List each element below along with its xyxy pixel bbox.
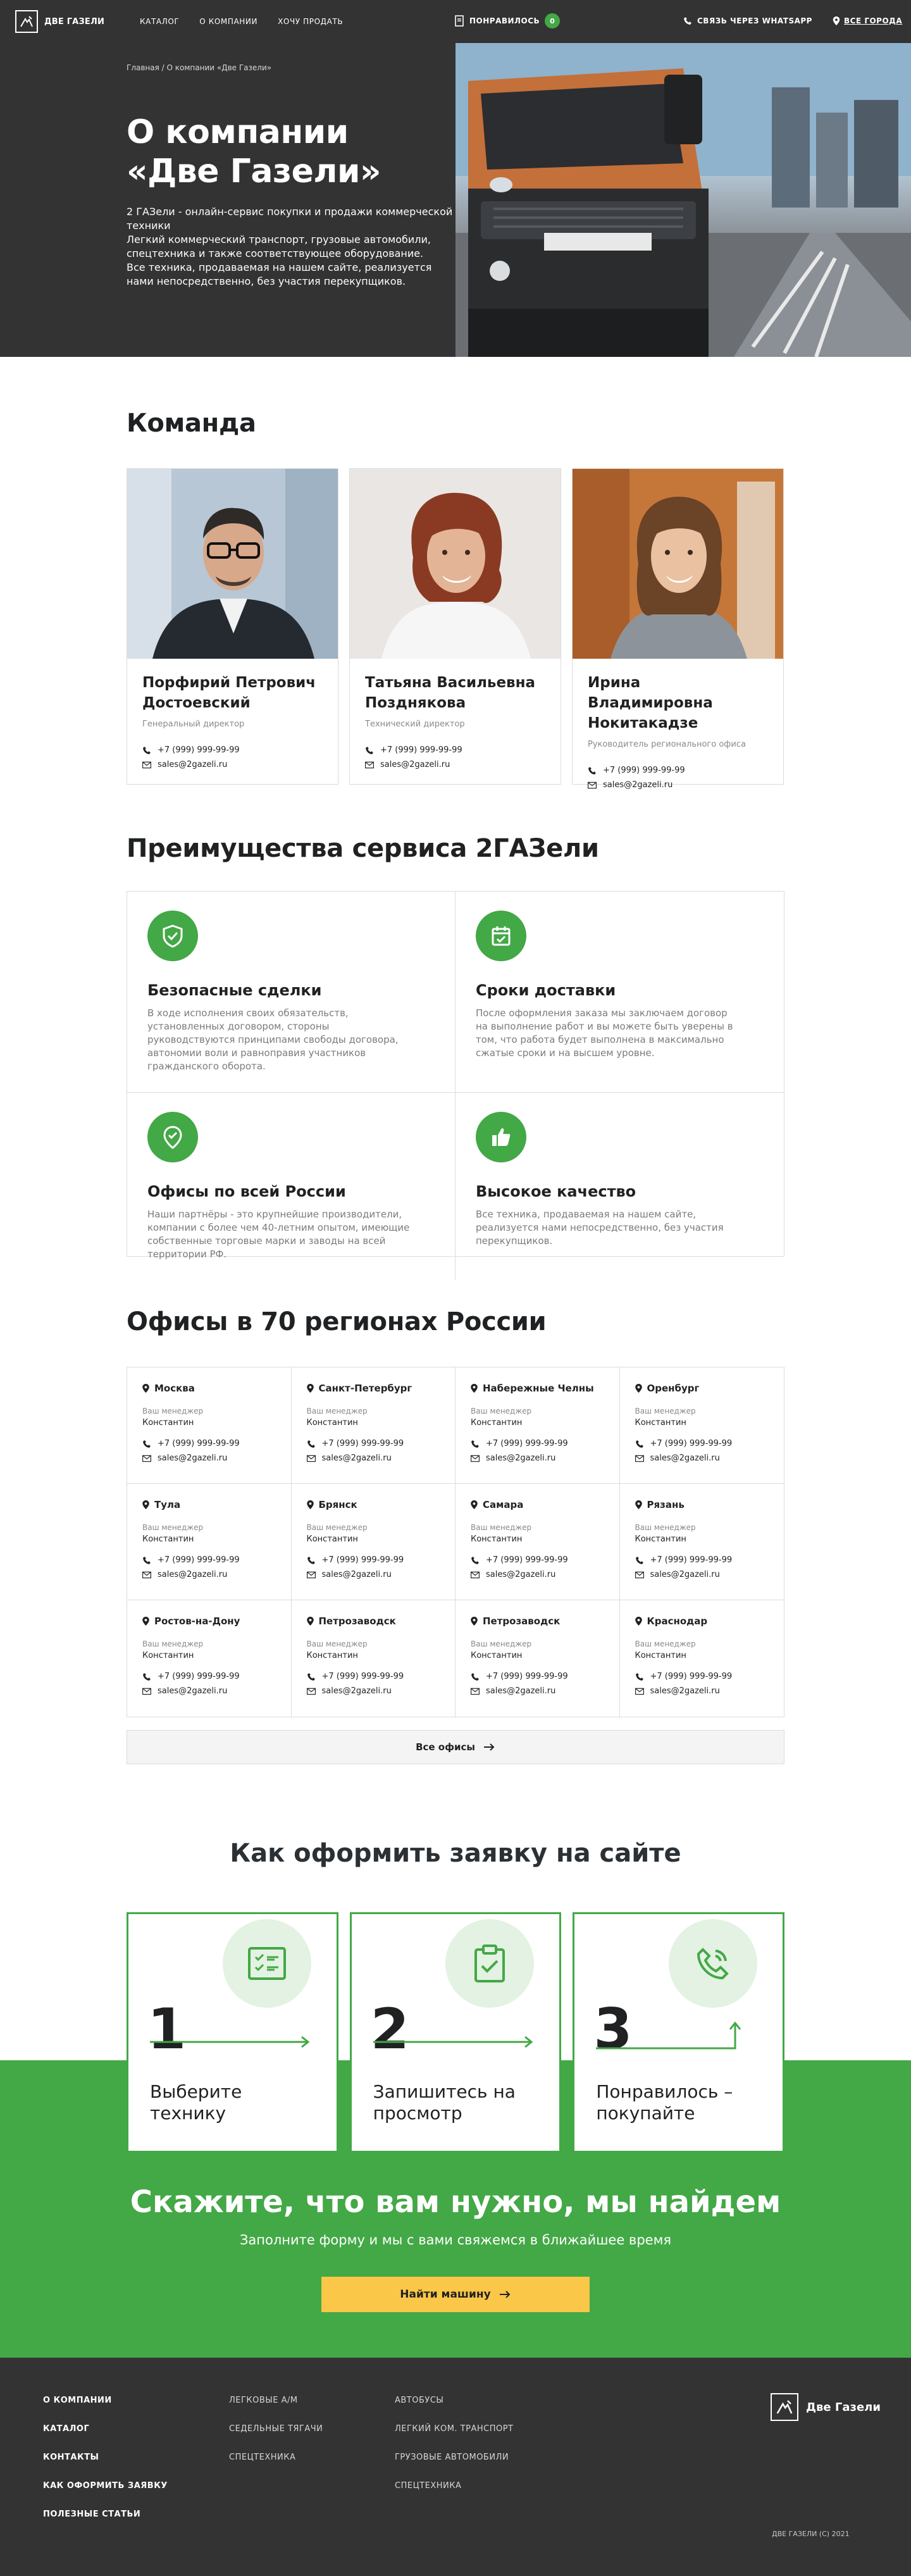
step-card — [350, 1912, 562, 2153]
footer-link-about[interactable]: О КОМПАНИИ — [43, 2396, 112, 2405]
footer — [0, 2358, 911, 2576]
office-email[interactable] — [307, 1570, 440, 1579]
cta-subtitle: Заполните форму и мы с вами свяжемся в ближайшее время — [239, 2232, 672, 2248]
mail-icon — [471, 1455, 480, 1462]
city-label: ВСЕ ГОРОДА — [844, 16, 903, 25]
advantage-text: В ходе исполнения своих обязательств, установленных договором, стороны руководствуются принципами свободы договора, автономии воли и равноправия участников гражданского оборота. — [147, 1007, 399, 1072]
office-city — [142, 1383, 276, 1394]
advantages-grid — [127, 891, 784, 1260]
top-navbar — [0, 0, 911, 43]
step-text: Выберите технику — [150, 2081, 242, 2124]
step-number: 1 — [147, 1996, 187, 2062]
step-card — [573, 1912, 784, 2153]
phone-icon — [142, 746, 151, 755]
office-city-name: Петрозаводск — [483, 1615, 561, 1627]
advantage-item — [127, 892, 456, 1093]
member-email-text: sales@2gazeli.ru — [158, 760, 228, 769]
office-city-name: Москва — [154, 1383, 195, 1394]
clipboard-check-icon — [445, 1919, 534, 2008]
copyright: ДВЕ ГАЗЕЛИ (С) 2021 — [772, 2530, 850, 2538]
step-text: Понравилось – покупайте — [596, 2081, 733, 2124]
office-card — [292, 1367, 456, 1484]
office-manager-name: Константин — [635, 1651, 686, 1660]
location-pin-icon — [307, 1617, 314, 1626]
office-manager-name: Константин — [471, 1651, 523, 1660]
mail-icon — [365, 761, 374, 769]
arrow-right-icon — [150, 2034, 312, 2050]
footer-link-special-2[interactable]: СПЕЦТЕХНИКА — [395, 2481, 462, 2491]
office-city-name: Санкт-Петербург — [318, 1383, 412, 1394]
phone-icon — [365, 746, 374, 755]
step-text: Запишитесь на просмотр — [373, 2081, 516, 2124]
hero-description: 2 ГАЗели - онлайн-сервис покупки и продажи коммерческой техники Легкий коммерческий транспорт, грузовые автомобили, спецтехника и также соответствующее оборудование. Все техника, продаваемая на нашем сайте, реализуется нами непосредственно, без участия перекупщиков. — [127, 206, 453, 287]
office-manager-label: Ваш менеджер — [635, 1640, 696, 1648]
office-card — [127, 1367, 292, 1484]
office-city-name: Брянск — [318, 1499, 357, 1510]
member-email-text: sales@2gazeli.ru — [380, 760, 450, 769]
footer-link-how-to[interactable]: КАК ОФОРМИТЬ ЗАЯВКУ — [43, 2481, 168, 2491]
office-email[interactable] — [307, 1453, 440, 1463]
office-phone[interactable] — [307, 1672, 440, 1681]
member-phone-text: +7 (999) 999-99-99 — [603, 766, 685, 775]
mail-icon — [588, 781, 597, 789]
office-manager-name: Константин — [142, 1651, 194, 1660]
whatsapp-link[interactable] — [683, 16, 812, 25]
office-city — [307, 1499, 440, 1510]
office-phone-text: +7 (999) 999-99-99 — [321, 1672, 404, 1681]
brand-name: ДВЕ ГАЗЕЛИ — [44, 16, 105, 27]
calendar-check-icon — [476, 911, 526, 961]
office-manager-label: Ваш менеджер — [471, 1523, 532, 1532]
advantage-text: Все техника, продаваемая на нашем сайте, реализуется нами непосредственно, без участия перекупщиков. — [476, 1209, 724, 1247]
team-card-body — [127, 659, 338, 783]
page-title-line1: О компании — [127, 113, 349, 151]
office-card — [620, 1484, 784, 1600]
office-city-name: Набережные Челны — [483, 1383, 594, 1394]
office-email[interactable] — [471, 1570, 604, 1579]
mail-icon — [307, 1571, 316, 1579]
member-phone[interactable] — [365, 745, 545, 755]
office-email-text: sales@2gazeli.ru — [321, 1570, 392, 1579]
all-offices-label: Все офисы — [416, 1741, 475, 1753]
office-phone-text: +7 (999) 999-99-99 — [158, 1672, 240, 1681]
phone-icon — [307, 1440, 316, 1448]
office-email[interactable] — [142, 1686, 276, 1696]
office-card — [292, 1600, 456, 1717]
nav-item-sell[interactable]: ХОЧУ ПРОДАТЬ — [278, 17, 344, 26]
office-email-text: sales@2gazeli.ru — [158, 1686, 228, 1696]
phone-call-icon — [669, 1919, 757, 2008]
main-nav — [140, 17, 343, 26]
footer-link-cars[interactable]: ЛЕГКОВЫЕ А/М — [229, 2396, 298, 2405]
office-city — [635, 1499, 769, 1510]
mail-icon — [142, 761, 151, 769]
member-phone[interactable] — [588, 766, 768, 775]
thumbs-up-icon — [476, 1112, 526, 1162]
mail-icon — [471, 1571, 480, 1579]
office-manager-name: Константин — [471, 1534, 523, 1544]
team-photo — [573, 469, 783, 659]
advantage-item — [127, 1093, 456, 1280]
team-card — [127, 468, 338, 785]
office-email-text: sales@2gazeli.ru — [486, 1453, 556, 1463]
mail-icon — [635, 1455, 644, 1462]
office-email-text: sales@2gazeli.ru — [650, 1570, 720, 1579]
office-card — [127, 1484, 292, 1600]
office-city — [471, 1615, 604, 1627]
footer-link-catalog[interactable]: КАТАЛОГ — [43, 2424, 90, 2434]
mail-icon — [635, 1571, 644, 1579]
advantage-text: После оформления заказа мы заключаем договор на выполнение работ и вы можете быть уверены в том, что работа будет выполнена в максимально сжатые сроки и на высшем уровне. — [476, 1007, 733, 1059]
office-phone-text: +7 (999) 999-99-99 — [486, 1555, 568, 1565]
team-card-body — [350, 659, 561, 783]
office-email-text: sales@2gazeli.ru — [321, 1453, 392, 1463]
arrow-right-icon — [373, 2034, 535, 2050]
advantage-title: Офисы по всей России — [147, 1183, 346, 1200]
office-phone-text: +7 (999) 999-99-99 — [486, 1439, 568, 1448]
member-name: Татьяна Васильевна Позднякова — [365, 675, 536, 711]
team-card-body — [573, 659, 783, 804]
office-manager-name: Константин — [635, 1534, 686, 1544]
location-pin-icon — [142, 1617, 149, 1626]
hero-section — [0, 43, 911, 357]
office-email[interactable] — [307, 1686, 440, 1696]
form-icon — [223, 1919, 311, 2008]
offices-grid — [127, 1367, 784, 1717]
mail-icon — [307, 1688, 316, 1695]
member-email-text: sales@2gazeli.ru — [603, 780, 673, 790]
team-photo — [350, 469, 561, 659]
location-pin-icon — [635, 1617, 642, 1626]
phone-icon — [142, 1672, 151, 1681]
hero-content — [127, 63, 456, 289]
phone-icon — [683, 16, 692, 25]
team-card — [349, 468, 561, 785]
arrow-up-icon — [596, 2020, 741, 2051]
mail-icon — [635, 1688, 644, 1695]
office-phone[interactable] — [471, 1672, 604, 1681]
footer-link-special[interactable]: СПЕЦТЕХНИКА — [229, 2453, 296, 2462]
member-name: Ирина Владимировна Нокитакадзе — [588, 675, 713, 731]
office-card — [292, 1484, 456, 1600]
footer-category-links-1 — [229, 2396, 323, 2462]
office-manager-label: Ваш менеджер — [471, 1407, 532, 1416]
office-email[interactable] — [142, 1453, 276, 1463]
office-email-text: sales@2gazeli.ru — [486, 1686, 556, 1696]
hero-van-image — [456, 43, 911, 357]
office-phone-text: +7 (999) 999-99-99 — [650, 1555, 733, 1565]
office-city-name: Тула — [154, 1499, 181, 1510]
office-city-name: Рязань — [647, 1499, 685, 1510]
offices-title: Офисы в 70 регионах России — [127, 1307, 547, 1336]
office-city-name: Краснодар — [647, 1615, 708, 1627]
location-pin-icon — [142, 1500, 149, 1509]
phone-icon — [588, 766, 597, 775]
office-email-text: sales@2gazeli.ru — [486, 1570, 556, 1579]
office-city-name: Ростов-на-Дону — [154, 1615, 240, 1627]
phone-icon — [142, 1556, 151, 1565]
footer-link-light-commercial[interactable]: ЛЕГКИЙ КОМ. ТРАНСПОРТ — [395, 2424, 514, 2434]
page-title — [127, 113, 456, 191]
office-phone-text: +7 (999) 999-99-99 — [650, 1439, 733, 1448]
location-pin-icon — [471, 1617, 478, 1626]
advantages-title: Преимущества сервиса 2ГАЗели — [127, 834, 599, 863]
office-manager-name: Константин — [306, 1534, 358, 1544]
office-phone[interactable] — [635, 1672, 769, 1681]
office-manager-name: Константин — [306, 1418, 358, 1428]
office-phone[interactable] — [307, 1439, 440, 1448]
whatsapp-label: СВЯЗЬ ЧЕРЕЗ WHATSAPP — [697, 16, 812, 25]
location-pin-icon — [635, 1500, 642, 1509]
office-email[interactable] — [471, 1686, 604, 1696]
office-phone-text: +7 (999) 999-99-99 — [650, 1672, 733, 1681]
member-email[interactable] — [365, 760, 545, 769]
member-name: Порфирий Петрович Достоевский — [142, 675, 316, 711]
member-phone-text: +7 (999) 999-99-99 — [380, 745, 462, 755]
shield-check-icon — [147, 911, 198, 961]
location-pin-icon — [307, 1384, 314, 1393]
footer-link-tractors[interactable]: СЕДЕЛЬНЫЕ ТЯГАЧИ — [229, 2424, 323, 2434]
member-phone-text: +7 (999) 999-99-99 — [158, 745, 240, 755]
mail-icon — [142, 1571, 151, 1579]
location-pin-icon — [142, 1384, 149, 1393]
footer-main-links — [43, 2396, 168, 2519]
office-phone[interactable] — [142, 1672, 276, 1681]
office-email-text: sales@2gazeli.ru — [158, 1570, 228, 1579]
office-manager-label: Ваш менеджер — [306, 1407, 368, 1416]
office-city — [635, 1383, 769, 1394]
phone-icon — [142, 1440, 151, 1448]
how-to-title: Как оформить заявку на сайте — [230, 1839, 681, 1868]
office-email-text: sales@2gazeli.ru — [650, 1453, 720, 1463]
step-number: 3 — [593, 1996, 633, 2062]
member-email[interactable] — [588, 780, 768, 790]
phone-icon — [471, 1440, 480, 1448]
office-phone[interactable] — [635, 1439, 769, 1448]
office-email[interactable] — [635, 1570, 769, 1579]
office-phone[interactable] — [635, 1555, 769, 1565]
team-card — [572, 468, 784, 790]
footer-link-trucks[interactable]: ГРУЗОВЫЕ АВТОМОБИЛИ — [395, 2453, 509, 2462]
footer-link-buses[interactable]: АВТОБУСЫ — [395, 2396, 444, 2405]
footer-logo[interactable] — [771, 2393, 881, 2421]
mail-icon — [471, 1688, 480, 1695]
mail-icon — [307, 1455, 316, 1462]
member-role: Генеральный директор — [142, 719, 245, 729]
step-number: 2 — [370, 1996, 409, 2062]
advantage-item — [456, 892, 784, 1093]
office-manager-name: Константин — [306, 1651, 358, 1660]
phone-icon — [635, 1440, 644, 1448]
office-phone-text: +7 (999) 999-99-99 — [321, 1555, 404, 1565]
office-email[interactable] — [471, 1453, 604, 1463]
phone-icon — [471, 1672, 480, 1681]
office-city — [635, 1615, 769, 1627]
team-title: Команда — [127, 409, 256, 438]
steps-list — [127, 1912, 784, 2153]
office-manager-label: Ваш менеджер — [635, 1407, 696, 1416]
member-role: Руководитель регионального офиса — [588, 740, 746, 749]
favorites-count-badge: 0 — [545, 13, 560, 28]
cta-title: Скажите, что вам нужно, мы найдем — [130, 2184, 781, 2220]
phone-icon — [635, 1556, 644, 1565]
team-photo — [127, 469, 338, 659]
office-phone[interactable] — [142, 1555, 276, 1565]
office-manager-name: Константин — [142, 1534, 194, 1544]
advantage-title: Безопасные сделки — [147, 981, 322, 999]
office-manager-label: Ваш менеджер — [471, 1640, 532, 1648]
office-email[interactable] — [142, 1570, 276, 1579]
office-email-text: sales@2gazeli.ru — [650, 1686, 720, 1696]
office-phone-text: +7 (999) 999-99-99 — [486, 1672, 568, 1681]
favorites-link[interactable] — [454, 13, 560, 28]
breadcrumb[interactable]: Главная / О компании «Две Газели» — [127, 63, 272, 72]
office-email-text: sales@2gazeli.ru — [321, 1686, 392, 1696]
office-phone[interactable] — [307, 1555, 440, 1565]
find-car-button[interactable] — [321, 2277, 590, 2312]
office-card — [127, 1600, 292, 1717]
find-car-label: Найти машину — [400, 2288, 491, 2301]
office-card — [620, 1600, 784, 1717]
office-email[interactable] — [635, 1453, 769, 1463]
office-phone-text: +7 (999) 999-99-99 — [158, 1439, 240, 1448]
member-email[interactable] — [142, 760, 323, 769]
location-pin-icon — [833, 16, 840, 25]
office-manager-name: Константин — [142, 1418, 194, 1428]
office-city-name: Самара — [483, 1499, 524, 1510]
office-phone[interactable] — [471, 1555, 604, 1565]
arrow-right-icon — [484, 1743, 495, 1752]
brand-logo[interactable] — [15, 10, 104, 33]
office-card — [620, 1367, 784, 1484]
office-city — [142, 1499, 276, 1510]
phone-icon — [471, 1556, 480, 1565]
footer-link-contacts[interactable]: КОНТАКТЫ — [43, 2453, 99, 2462]
location-pin-icon — [471, 1500, 478, 1509]
logo-icon — [15, 10, 38, 33]
office-email[interactable] — [635, 1686, 769, 1696]
advantage-title: Высокое качество — [476, 1183, 636, 1200]
location-pin-icon — [307, 1500, 314, 1509]
office-city-name: Петрозаводск — [318, 1615, 396, 1627]
member-role: Технический директор — [365, 719, 465, 729]
arrow-right-icon — [500, 2290, 511, 2299]
nav-item-about[interactable]: О КОМПАНИИ — [199, 17, 258, 26]
phone-icon — [307, 1556, 316, 1565]
logo-icon — [771, 2393, 798, 2421]
city-selector[interactable] — [833, 16, 902, 25]
office-city — [142, 1615, 276, 1627]
office-phone[interactable] — [471, 1439, 604, 1448]
office-city — [471, 1499, 604, 1510]
nav-item-catalog[interactable]: КАТАЛОГ — [140, 17, 180, 26]
footer-brand-name: Две Газели — [806, 2400, 881, 2414]
office-manager-name: Константин — [471, 1418, 523, 1428]
office-manager-label: Ваш менеджер — [142, 1523, 204, 1532]
location-pin-icon — [471, 1384, 478, 1393]
phone-icon — [307, 1672, 316, 1681]
footer-link-articles[interactable]: ПОЛЕЗНЫЕ СТАТЬИ — [43, 2510, 141, 2519]
advantage-text: Наши партнёры - это крупнейшие производители, компании с более чем 40-летним опытом, имеющие собственные торговые марки и заводы на всей территории РФ. — [147, 1209, 410, 1260]
office-manager-label: Ваш менеджер — [142, 1640, 204, 1648]
step-card — [127, 1912, 338, 2153]
office-manager-label: Ваш менеджер — [142, 1407, 204, 1416]
office-card — [456, 1600, 620, 1717]
favorites-label: ПОНРАВИЛОСЬ — [469, 16, 540, 25]
phone-icon — [635, 1672, 644, 1681]
advantage-title: Сроки доставки — [476, 981, 616, 999]
office-phone-text: +7 (999) 999-99-99 — [321, 1439, 404, 1448]
advantage-item — [456, 1093, 784, 1280]
mail-icon — [142, 1688, 151, 1695]
office-city-name: Оренбург — [647, 1383, 700, 1394]
office-city — [471, 1383, 604, 1394]
mail-icon — [142, 1455, 151, 1462]
office-manager-name: Константин — [635, 1418, 686, 1428]
location-pin-icon — [635, 1384, 642, 1393]
office-email-text: sales@2gazeli.ru — [158, 1453, 228, 1463]
office-phone-text: +7 (999) 999-99-99 — [158, 1555, 240, 1565]
office-phone[interactable] — [142, 1439, 276, 1448]
office-city — [307, 1615, 440, 1627]
bookmark-icon — [454, 15, 464, 27]
office-card — [456, 1484, 620, 1600]
page-title-line2: «Две Газели» — [127, 152, 381, 190]
footer-category-links-2 — [395, 2396, 514, 2491]
team-list — [127, 468, 784, 790]
location-check-icon — [147, 1112, 198, 1162]
office-manager-label: Ваш менеджер — [635, 1523, 696, 1532]
office-city — [307, 1383, 440, 1394]
office-card — [456, 1367, 620, 1484]
member-phone[interactable] — [142, 745, 323, 755]
all-offices-button[interactable] — [127, 1730, 784, 1764]
office-manager-label: Ваш менеджер — [306, 1523, 368, 1532]
office-manager-label: Ваш менеджер — [306, 1640, 368, 1648]
